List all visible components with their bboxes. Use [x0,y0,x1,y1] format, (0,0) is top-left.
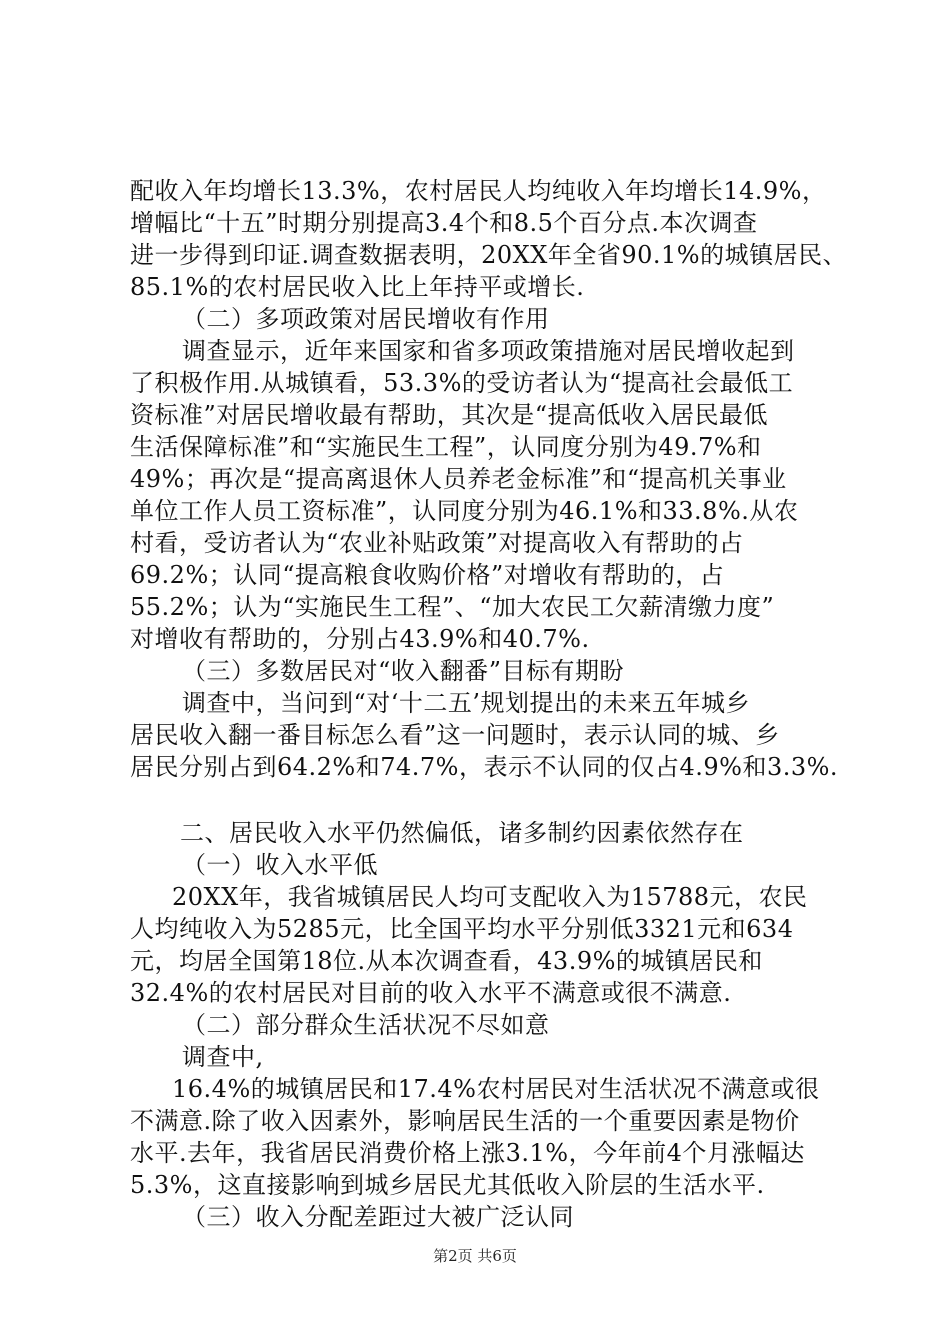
body-line: 人均纯收入为5285元，比全国平均水平分别低3321元和634 [130,915,794,943]
section-subheading: （二）多项政策对居民增收有作用 [182,305,550,333]
section-subheading: （二）部分群众生活状况不尽如意 [182,1011,550,1039]
body-line: 生活保障标准”和“实施民生工程”，认同度分别为49.7%和 [130,433,762,461]
body-line: 调查中, [182,1043,264,1071]
body-line: 85.1%的农村居民收入比上年持平或增长. [130,273,585,301]
body-line: 55.2%；认为“实施民生工程”、“加大农民工欠薪清缴力度” [130,593,775,621]
body-line: 调查中，当问到“对‘十二五’规划提出的未来五年城乡 [182,689,751,717]
section-subheading: （三）多数居民对“收入翻番”目标有期盼 [182,657,625,685]
body-line: 增幅比“十五”时期分别提高3.4个和8.5个百分点.本次调查 [130,209,758,237]
section-subheading: （一）收入水平低 [182,851,378,879]
body-line: 5.3%，这直接影响到城乡居民尤其低收入阶层的生活水平. [130,1171,765,1199]
body-line: 资标准”对居民增收最有帮助，其次是“提高低收入居民最低 [130,401,769,429]
body-line: 20XX年，我省城镇居民人均可支配收入为15788元，农民 [172,883,808,911]
body-line: 不满意.除了收入因素外，影响居民生活的一个重要因素是物价 [130,1107,800,1135]
body-line: 16.4%的城镇居民和17.4%农村居民对生活状况不满意或很 [172,1075,820,1103]
body-line: 元，均居全国第18位.从本次调查看，43.9%的城镇居民和 [130,947,763,975]
body-line: 49%；再次是“提高离退休人员养老金标准”和“提高机关事业 [130,465,787,493]
page-number-footer: 第2页 共6页 [433,1247,517,1265]
section-heading: 二、居民收入水平仍然偏低，诸多制约因素依然存在 [180,819,744,847]
body-line: 了积极作用.从城镇看，53.3%的受访者认为“提高社会最低工 [130,369,794,397]
body-line: 配收入年均增长13.3%，农村居民人均纯收入年均增长14.9%， [130,177,827,205]
body-line: 水平.去年，我省居民消费价格上涨3.1%，今年前4个月涨幅达 [130,1139,805,1167]
body-line: 69.2%；认同“提高粮食收购价格”对增收有帮助的，占 [130,561,725,589]
body-line: 32.4%的农村居民对目前的收入水平不满意或很不满意. [130,979,732,1007]
body-line: 对增收有帮助的，分别占43.9%和40.7%. [130,625,590,653]
body-line: 进一步得到印证.调查数据表明，20XX年全省90.1%的城镇居民、 [130,241,848,269]
body-line: 单位工作人员工资标准”，认同度分别为46.1%和33.8%.从农 [130,497,799,525]
section-subheading: （三）收入分配差距过大被广泛认同 [182,1203,574,1231]
body-line: 居民收入翻一番目标怎么看”这一问题时，表示认同的城、乡 [130,721,780,749]
body-line: 调查显示，近年来国家和省多项政策措施对居民增收起到 [182,337,795,365]
body-line: 村看，受访者认为“农业补贴政策”对提高收入有帮助的占 [130,529,744,557]
body-line: 居民分别占到64.2%和74.7%，表示不认同的仅占4.9%和3.3%. [130,753,839,781]
